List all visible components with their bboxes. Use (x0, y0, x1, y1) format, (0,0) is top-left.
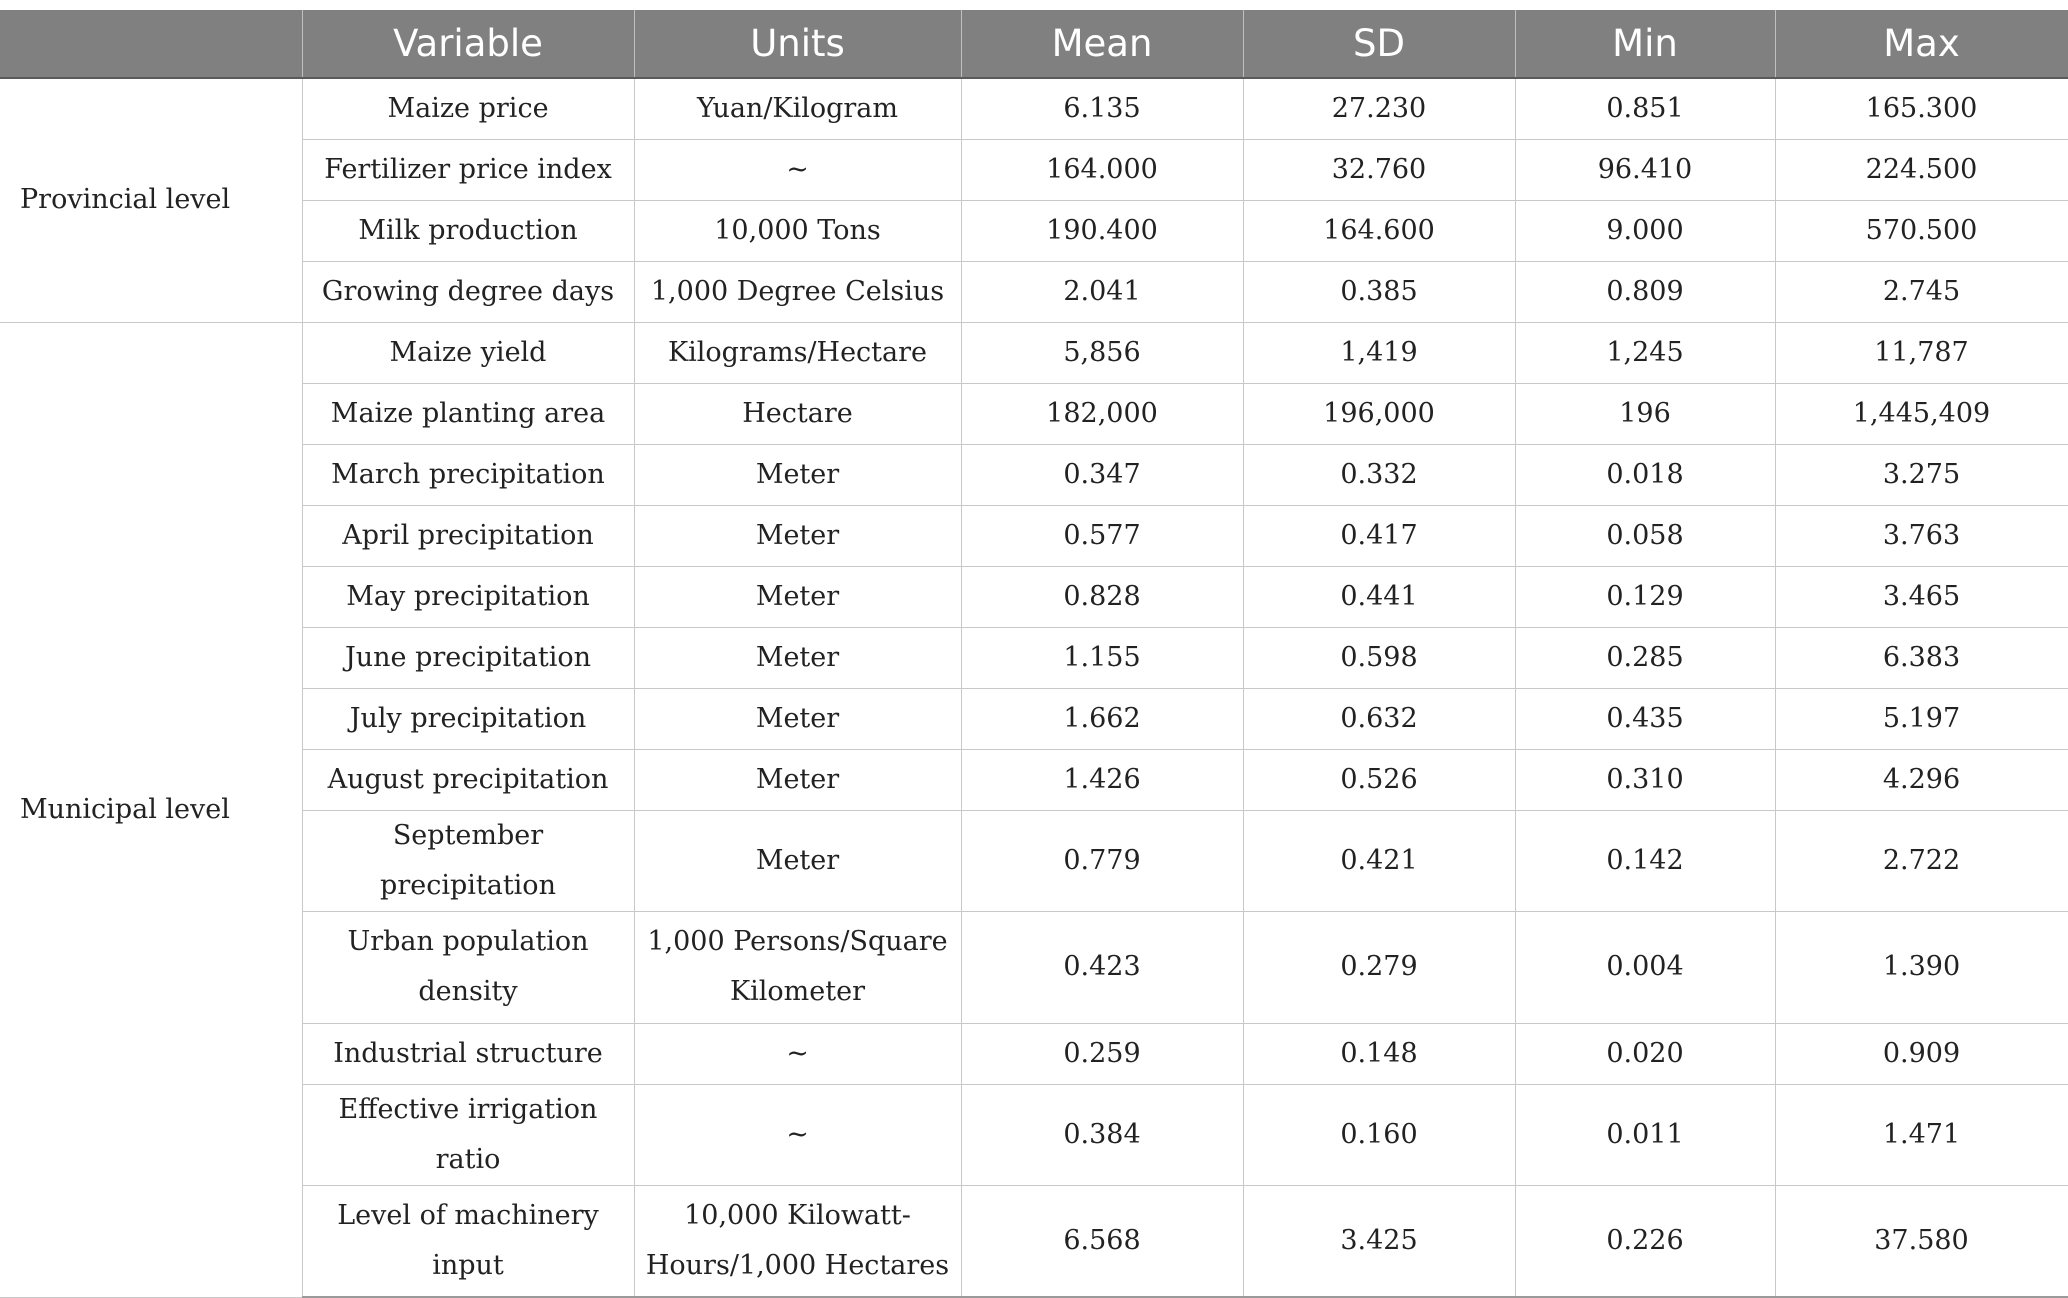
cell-units: ~ (634, 1023, 961, 1084)
table-row (0, 78, 2068, 139)
table-row (0, 810, 2068, 911)
cell-mean: 6.135 (961, 78, 1243, 139)
table-row (0, 383, 2068, 444)
cell-sd: 32.760 (1243, 139, 1515, 200)
table-row (0, 139, 2068, 200)
cell-max: 0.909 (1775, 1023, 2068, 1084)
table-row (0, 200, 2068, 261)
cell-sd: 0.332 (1243, 444, 1515, 505)
cell-mean: 1.426 (961, 749, 1243, 810)
cell-sd: 0.417 (1243, 505, 1515, 566)
cell-max: 570.500 (1775, 200, 2068, 261)
group-label: Municipal level (0, 322, 302, 1297)
cell-sd: 0.160 (1243, 1084, 1515, 1185)
cell-sd: 0.441 (1243, 566, 1515, 627)
cell-units: Kilograms/Hectare (634, 322, 961, 383)
table-row (0, 444, 2068, 505)
cell-min: 0.058 (1515, 505, 1775, 566)
cell-mean: 0.779 (961, 810, 1243, 911)
cell-units: 1,000 Persons/Square Kilometer (634, 911, 961, 1023)
cell-units: Meter (634, 505, 961, 566)
cell-min: 0.018 (1515, 444, 1775, 505)
cell-sd: 0.598 (1243, 627, 1515, 688)
header-mean: Mean (961, 10, 1243, 78)
cell-mean: 0.423 (961, 911, 1243, 1023)
cell-units: ~ (634, 139, 961, 200)
cell-variable: September precipitation (302, 810, 634, 911)
cell-variable: May precipitation (302, 566, 634, 627)
cell-sd: 0.385 (1243, 261, 1515, 322)
header-sd: SD (1243, 10, 1515, 78)
cell-units: ~ (634, 1084, 961, 1185)
cell-units: 10,000 Kilowatt-Hours/1,000 Hectares (634, 1185, 961, 1297)
cell-min: 0.004 (1515, 911, 1775, 1023)
cell-units: Meter (634, 566, 961, 627)
cell-mean: 164.000 (961, 139, 1243, 200)
cell-variable: March precipitation (302, 444, 634, 505)
cell-sd: 164.600 (1243, 200, 1515, 261)
cell-sd: 27.230 (1243, 78, 1515, 139)
cell-mean: 0.259 (961, 1023, 1243, 1084)
table-row (0, 1023, 2068, 1084)
cell-variable: Fertilizer price index (302, 139, 634, 200)
cell-units: Meter (634, 444, 961, 505)
table-header (0, 10, 2068, 78)
cell-max: 4.296 (1775, 749, 2068, 810)
cell-min: 96.410 (1515, 139, 1775, 200)
cell-max: 5.197 (1775, 688, 2068, 749)
table-row (0, 1185, 2068, 1297)
cell-min: 0.020 (1515, 1023, 1775, 1084)
cell-max: 11,787 (1775, 322, 2068, 383)
header-group (0, 10, 302, 78)
cell-units: Meter (634, 749, 961, 810)
table-row (0, 566, 2068, 627)
cell-units: Yuan/Kilogram (634, 78, 961, 139)
cell-units: Meter (634, 627, 961, 688)
cell-mean: 5,856 (961, 322, 1243, 383)
cell-units: 10,000 Tons (634, 200, 961, 261)
cell-variable: Maize price (302, 78, 634, 139)
cell-variable: Level of machinery input (302, 1185, 634, 1297)
cell-min: 0.011 (1515, 1084, 1775, 1185)
cell-min: 0.310 (1515, 749, 1775, 810)
cell-mean: 182,000 (961, 383, 1243, 444)
cell-variable: Effective irrigation ratio (302, 1084, 634, 1185)
header-variable: Variable (302, 10, 634, 78)
cell-max: 37.580 (1775, 1185, 2068, 1297)
cell-min: 0.285 (1515, 627, 1775, 688)
cell-min: 0.435 (1515, 688, 1775, 749)
cell-units: Meter (634, 810, 961, 911)
cell-min: 0.851 (1515, 78, 1775, 139)
table-row (0, 261, 2068, 322)
table-body (0, 78, 2068, 1297)
cell-sd: 196,000 (1243, 383, 1515, 444)
cell-min: 0.142 (1515, 810, 1775, 911)
cell-mean: 0.577 (961, 505, 1243, 566)
cell-max: 2.722 (1775, 810, 2068, 911)
cell-mean: 0.828 (961, 566, 1243, 627)
cell-units: Hectare (634, 383, 961, 444)
cell-sd: 0.148 (1243, 1023, 1515, 1084)
descriptive-statistics-table (0, 10, 2068, 1298)
cell-mean: 0.384 (961, 1084, 1243, 1185)
cell-variable: June precipitation (302, 627, 634, 688)
cell-max: 1.471 (1775, 1084, 2068, 1185)
cell-sd: 0.421 (1243, 810, 1515, 911)
group-label: Provincial level (0, 78, 302, 322)
cell-min: 9.000 (1515, 200, 1775, 261)
cell-mean: 1.155 (961, 627, 1243, 688)
cell-mean: 1.662 (961, 688, 1243, 749)
cell-min: 0.226 (1515, 1185, 1775, 1297)
cell-sd: 1,419 (1243, 322, 1515, 383)
cell-sd: 0.526 (1243, 749, 1515, 810)
cell-max: 1.390 (1775, 911, 2068, 1023)
cell-units: Meter (634, 688, 961, 749)
cell-variable: July precipitation (302, 688, 634, 749)
cell-mean: 0.347 (961, 444, 1243, 505)
cell-max: 224.500 (1775, 139, 2068, 200)
cell-max: 2.745 (1775, 261, 2068, 322)
cell-units: 1,000 Degree Celsius (634, 261, 961, 322)
cell-sd: 3.425 (1243, 1185, 1515, 1297)
cell-variable: Growing degree days (302, 261, 634, 322)
table-row (0, 1084, 2068, 1185)
cell-sd: 0.632 (1243, 688, 1515, 749)
header-max: Max (1775, 10, 2068, 78)
cell-max: 3.465 (1775, 566, 2068, 627)
cell-mean: 6.568 (961, 1185, 1243, 1297)
table-row (0, 911, 2068, 1023)
cell-variable: Industrial structure (302, 1023, 634, 1084)
table-row (0, 505, 2068, 566)
cell-mean: 190.400 (961, 200, 1243, 261)
cell-max: 3.275 (1775, 444, 2068, 505)
table-row (0, 627, 2068, 688)
cell-max: 3.763 (1775, 505, 2068, 566)
header-min: Min (1515, 10, 1775, 78)
cell-mean: 2.041 (961, 261, 1243, 322)
cell-min: 196 (1515, 383, 1775, 444)
cell-min: 1,245 (1515, 322, 1775, 383)
cell-max: 165.300 (1775, 78, 2068, 139)
cell-variable: August precipitation (302, 749, 634, 810)
cell-max: 1,445,409 (1775, 383, 2068, 444)
table-row (0, 322, 2068, 383)
cell-variable: Maize yield (302, 322, 634, 383)
header-units: Units (634, 10, 961, 78)
cell-variable: Milk production (302, 200, 634, 261)
cell-variable: April precipitation (302, 505, 634, 566)
cell-min: 0.809 (1515, 261, 1775, 322)
cell-min: 0.129 (1515, 566, 1775, 627)
cell-max: 6.383 (1775, 627, 2068, 688)
cell-variable: Maize planting area (302, 383, 634, 444)
table-row (0, 749, 2068, 810)
cell-variable: Urban population density (302, 911, 634, 1023)
cell-sd: 0.279 (1243, 911, 1515, 1023)
table-row (0, 688, 2068, 749)
